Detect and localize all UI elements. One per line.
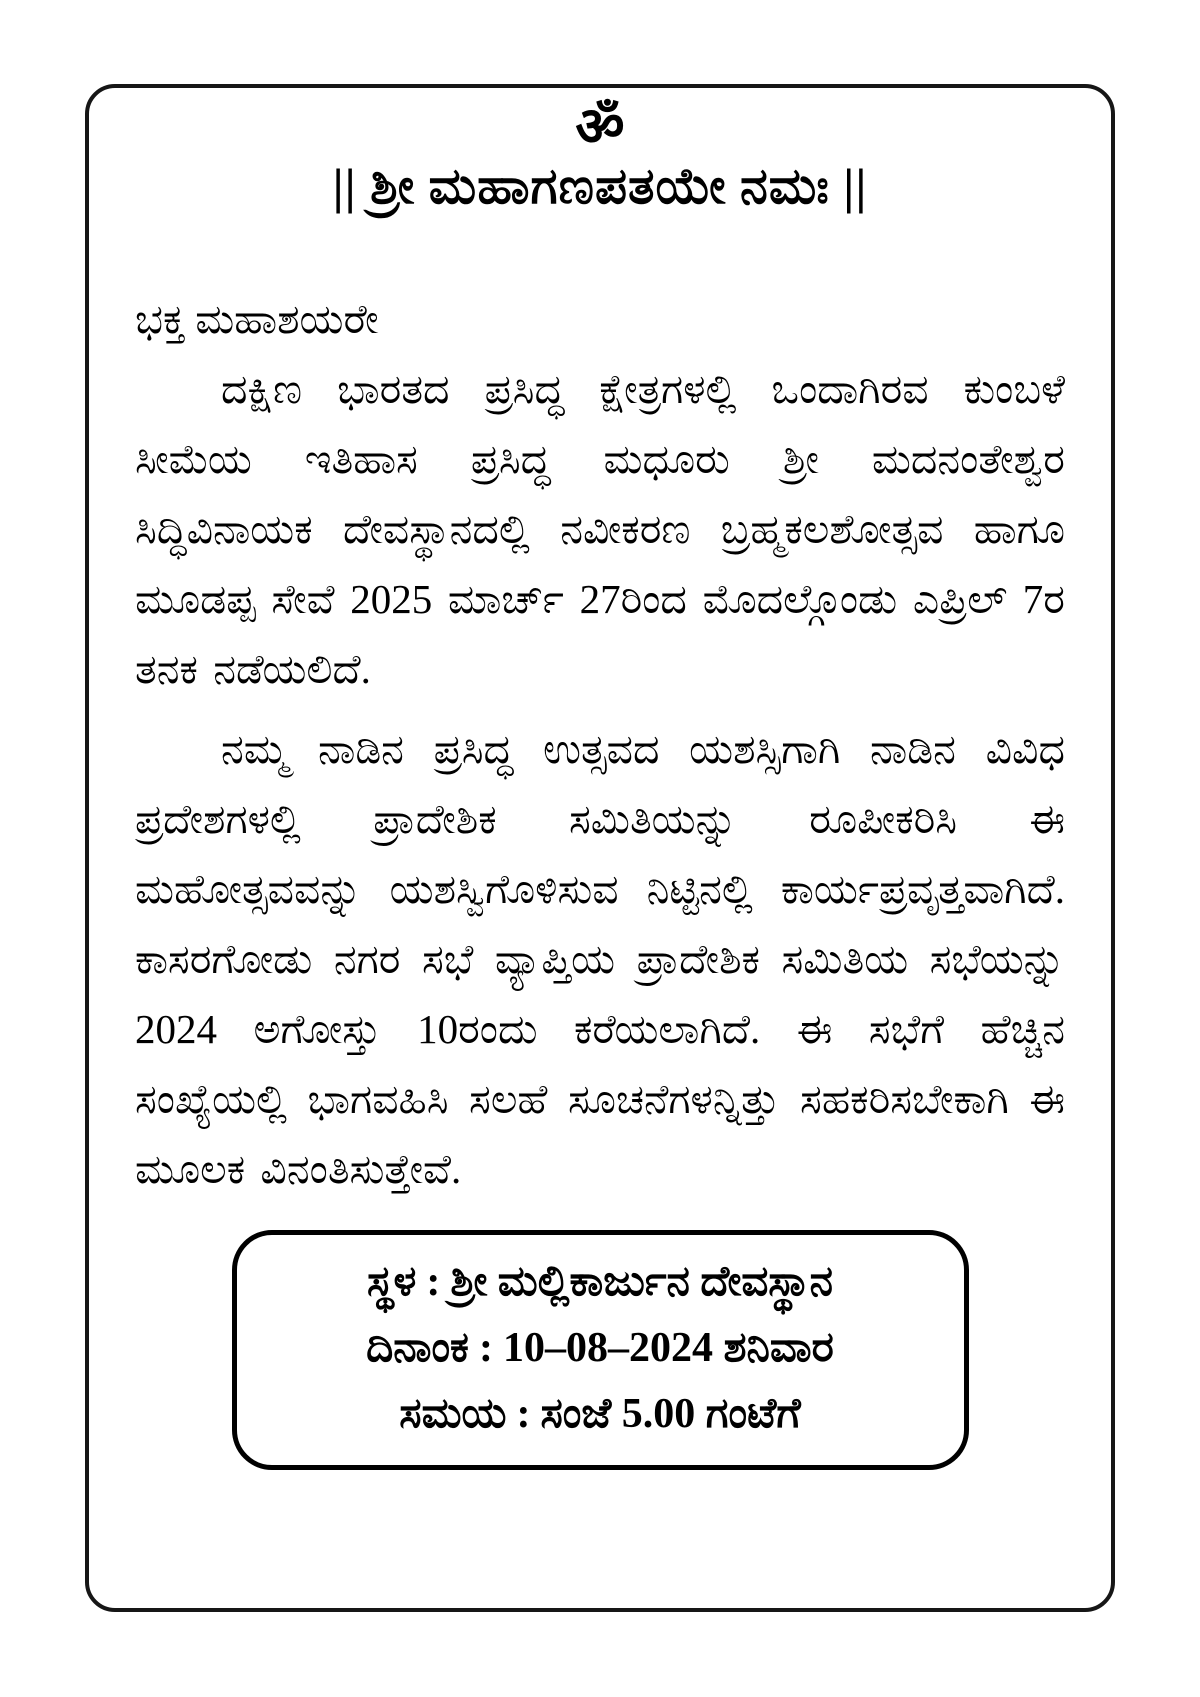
invocation-title: || ಶ್ರೀ ಮಹಾಗಣಪತಯೇ ನಮಃ || xyxy=(332,158,868,214)
date-label: ದಿನಾಂಕ xyxy=(366,1325,469,1371)
event-details-box xyxy=(232,1230,969,1470)
time-row xyxy=(247,1381,954,1447)
om-symbol: ॐ xyxy=(575,97,625,157)
salutation: ಭಕ್ತ ಮಹಾಶಯರೇ xyxy=(135,296,379,342)
date-row xyxy=(247,1315,954,1381)
date-separator: : xyxy=(478,1325,493,1371)
bordered-sheet xyxy=(85,84,1115,1612)
venue-label: ಸ್ಥಳ xyxy=(366,1259,417,1305)
venue-value: ಶ್ರೀ ಮಲ್ಲಿಕಾರ್ಜುನ ದೇವಸ್ಥಾನ xyxy=(450,1259,834,1305)
paragraph-committee-meeting: ನಮ್ಮ ನಾಡಿನ ಪ್ರಸಿದ್ಧ ಉತ್ಸವದ ಯಶಸ್ಸಿಗಾಗಿ ನಾಡಿನ ವಿವಿಧ ಪ್ರದೇಶಗಳಲ್ಲಿ ಪ್ರಾದೇಶಿಕ ಸಮಿತಿಯನ್ನು ರೂಪೀಕರಿಸಿ ಈ ಮಹೋತ್ಸವವನ್ನು ಯಶಸ್ವಿಗೊಳಿಸುವ ನಿಟ್ಟಿನಲ್ಲಿ ಕಾರ್ಯಪ್ರವೃತ್ತವಾಗಿದೆ. ಕಾಸರಗೋಡು ನಗರ ಸಭೆ ವ್ಯಾಪ್ತಿಯ ಪ್ರಾದೇಶಿಕ ಸಮಿತಿಯ ಸಭೆಯನ್ನು 2024 ಅಗೋಸ್ತು 10ರಂದು ಕರೆಯಲಾಗಿದೆ. ಈ ಸಭೆಗೆ ಹೆಚ್ಚಿನ ಸಂಖ್ಯೆಯಲ್ಲಿ ಭಾಗವಹಿಸಿ ಸಲಹೆ ಸೂಚನೆಗಳನ್ನಿತ್ತು ಸಹಕರಿಸಬೇಕಾಗಿ ಈ ಮೂಲಕ ವಿನಂತಿಸುತ್ತೇವೆ. xyxy=(135,726,1065,1192)
time-label: ಸಮಯ xyxy=(399,1391,507,1437)
venue-separator: : xyxy=(426,1259,441,1305)
time-value: ಸಂಜೆ 5.00 ಗಂಟೆಗೆ xyxy=(540,1391,801,1437)
date-value: 10–08–2024 ಶನಿವಾರ xyxy=(502,1325,834,1371)
venue-row xyxy=(247,1249,954,1315)
paragraph-event-announcement: ದಕ್ಷಿಣ ಭಾರತದ ಪ್ರಸಿದ್ಧ ಕ್ಷೇತ್ರಗಳಲ್ಲಿ ಒಂದಾಗಿರವ ಕುಂಬಳೆ ಸೀಮೆಯ ಇತಿಹಾಸ ಪ್ರಸಿದ್ಧ ಮಧೂರು ಶ್ರೀ ಮದನಂತೇಶ್ವರ ಸಿದ್ಧಿವಿನಾಯಕ ದೇವಸ್ಥಾನದಲ್ಲಿ ನವೀಕರಣ ಬ್ರಹ್ಮಕಲಶೋತ್ಸವ ಹಾಗೂ ಮೂಡಪ್ಪ ಸೇವೆ 2025 ಮಾರ್ಚ್ 27ರಿಂದ ಮೊದಲ್ಗೊಂಡು ಎಪ್ರಿಲ್ 7ರ ತನಕ ನಡೆಯಲಿದೆ. xyxy=(135,366,1065,692)
time-separator: : xyxy=(516,1391,531,1437)
